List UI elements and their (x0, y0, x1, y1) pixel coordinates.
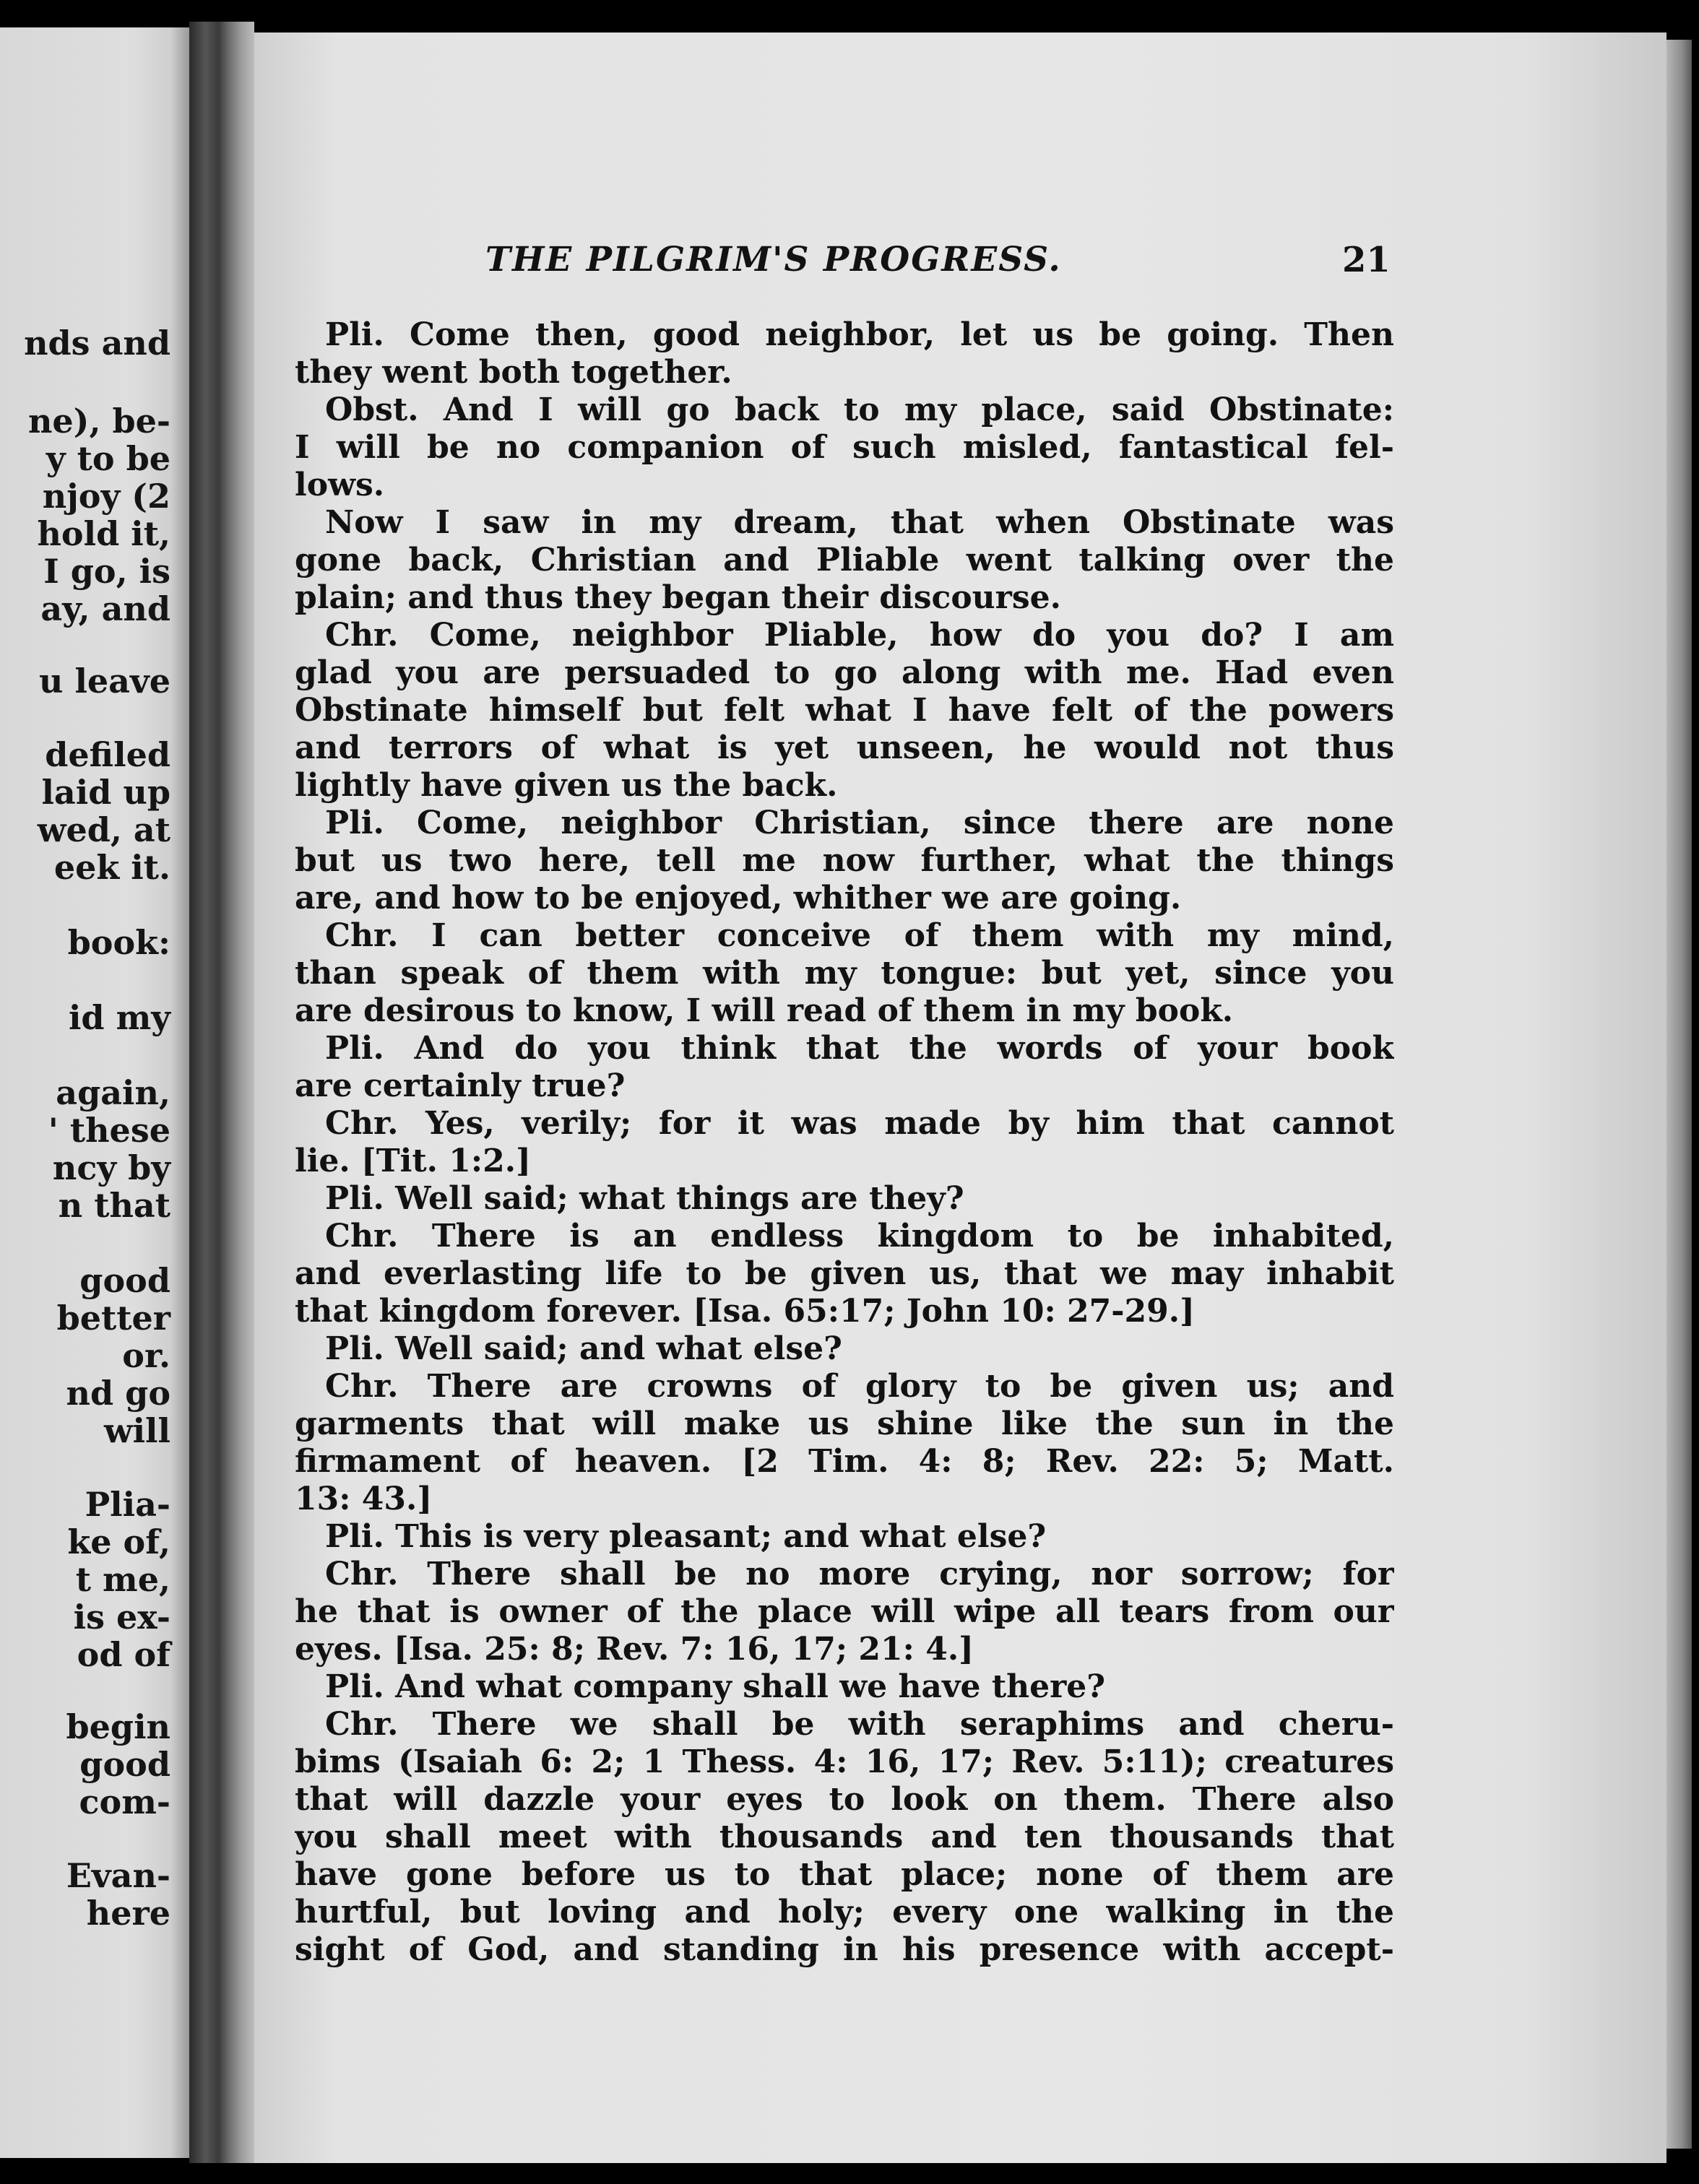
left-page-fragment: Evan- (66, 1856, 170, 1895)
text-line: hurtful, but loving and holy; every one walking in the (295, 1894, 1394, 1930)
text-line: but us two here, tell me now further, what the things (295, 842, 1394, 879)
left-page-fragment: nd go (66, 1374, 170, 1413)
left-page-fragment: Plia- (85, 1485, 170, 1524)
text-line: Pli. And do you think that the words of your book (325, 1030, 1394, 1067)
text-line: Pli. Well said; and what else? (325, 1330, 842, 1367)
left-page-fragment: njoy (2 (42, 477, 170, 516)
text-line: are, and how to be enjoyed, whither we are going. (295, 880, 1182, 916)
left-page-fragment: u leave (38, 662, 170, 701)
text-line: gone back, Christian and Pliable went talking over the (295, 542, 1394, 578)
text-line: garments that will make us shine like the sun in the (295, 1405, 1394, 1442)
text-line: Chr. There is an endless kingdom to be inhabited, (325, 1218, 1394, 1254)
text-line: Pli. This is very pleasant; and what else? (325, 1518, 1047, 1555)
left-page-fragment: better (56, 1299, 170, 1338)
page-edge (1666, 40, 1692, 2149)
left-page-fragment: good (79, 1745, 170, 1784)
text-line: Chr. There we shall be with seraphims and cheru- (325, 1706, 1394, 1743)
text-line: Obst. And I will go back to my place, said Obstinate: (325, 391, 1394, 428)
text-line: glad you are persuaded to go along with me. Had even (295, 654, 1394, 691)
left-page-fragment: ne), be- (27, 402, 170, 441)
text-line: Obstinate himself but felt what I have felt of the powers (295, 692, 1394, 729)
text-line: firmament of heaven. [2 Tim. 4: 8; Rev. 22: 5; Matt. (295, 1443, 1394, 1480)
running-head: THE PILGRIM'S PROGRESS. (485, 240, 1062, 280)
text-line: are certainly true? (295, 1067, 626, 1104)
text-line: you shall meet with thousands and ten thousands that (295, 1819, 1394, 1855)
text-line: Pli. Well said; what things are they? (325, 1180, 964, 1217)
text-line: Pli. Come then, good neighbor, let us be going. Then (325, 316, 1394, 353)
left-page-fragment: good (79, 1261, 170, 1300)
text-line: eyes. [Isa. 25: 8; Rev. 7: 16, 17; 21: 4.] (295, 1631, 974, 1668)
text-line: Pli. Come, neighbor Christian, since there are none (325, 805, 1394, 841)
text-line: bims (Isaiah 6: 2; 1 Thess. 4: 16, 17; Rev. 5:11); creatures (295, 1743, 1394, 1780)
left-page-fragment: laid up (41, 773, 170, 812)
left-page-fragment: or. (122, 1336, 170, 1375)
left-page-fragment: book: (67, 923, 170, 962)
text-line: have gone before us to that place; none of them are (295, 1856, 1394, 1893)
left-page-fragment: id my (68, 998, 170, 1037)
text-line: that kingdom forever. [Isa. 65:17; John 10: 27-29.] (295, 1293, 1195, 1330)
text-line: that will dazzle your eyes to look on them. There also (295, 1781, 1394, 1818)
text-line: Now I saw in my dream, that when Obstinate was (325, 504, 1394, 541)
left-page-fragment: I go, is (43, 552, 170, 591)
text-line: and terrors of what is yet unseen, he would not thus (295, 729, 1394, 766)
text-line: lightly have given us the back. (295, 767, 838, 804)
text-line: Chr. Yes, verily; for it was made by him that cannot (325, 1105, 1394, 1142)
left-page-fragment: wed, at (37, 810, 170, 849)
text-line: and everlasting life to be given us, that we may inhabit (295, 1255, 1394, 1292)
left-page-fragment: again, (56, 1073, 170, 1112)
text-line: 13: 43.] (295, 1481, 433, 1517)
text-line: Chr. Come, neighbor Pliable, how do you do? I am (325, 617, 1394, 654)
left-page-fragment: n that (58, 1186, 170, 1225)
left-page-fragment: ke of, (67, 1522, 170, 1561)
text-line: Chr. There are crowns of glory to be given us; and (325, 1368, 1394, 1405)
text-line: than speak of them with my tongue: but yet, since you (295, 955, 1394, 992)
left-page-fragment: will (103, 1411, 170, 1450)
text-line: he that is owner of the place will wipe all tears from our (295, 1593, 1394, 1630)
page-number: 21 (1342, 240, 1391, 280)
left-page-fragment: t me, (75, 1560, 170, 1599)
text-line: sight of God, and standing in his presence with accept- (295, 1931, 1394, 1968)
left-page-fragment: hold it, (37, 514, 170, 553)
text-line: Pli. And what company shall we have there? (325, 1668, 1106, 1705)
left-page-fragment: com- (79, 1782, 170, 1821)
text-line: lows. (295, 467, 385, 503)
text-line: plain; and thus they began their discourse. (295, 579, 1061, 616)
text-line: they went both together. (295, 354, 732, 391)
book-gutter (189, 22, 254, 2163)
left-facing-page (0, 27, 189, 2158)
text-line: I will be no companion of such misled, fantastical fel- (295, 429, 1394, 466)
left-page-fragment: defiled (45, 735, 170, 774)
text-line: Chr. There shall be no more crying, nor sorrow; for (325, 1556, 1394, 1592)
text-line: lie. [Tit. 1:2.] (295, 1143, 531, 1179)
left-page-fragment: here (86, 1894, 170, 1933)
left-page-fragment: y to be (46, 439, 170, 478)
text-line: Chr. I can better conceive of them with my mind, (325, 917, 1394, 954)
left-page-fragment: ncy by (52, 1148, 170, 1187)
left-page-fragment: ay, and (40, 589, 170, 628)
left-page-fragment: begin (66, 1707, 170, 1746)
left-page-fragment: is ex- (73, 1598, 170, 1637)
text-line: are desirous to know, I will read of them in my book. (295, 992, 1234, 1029)
left-page-fragment: eek it. (53, 848, 170, 887)
left-page-fragment: od of (77, 1635, 170, 1674)
left-page-fragment: ' these (48, 1111, 170, 1150)
left-page-fragment: nds and (24, 324, 170, 363)
